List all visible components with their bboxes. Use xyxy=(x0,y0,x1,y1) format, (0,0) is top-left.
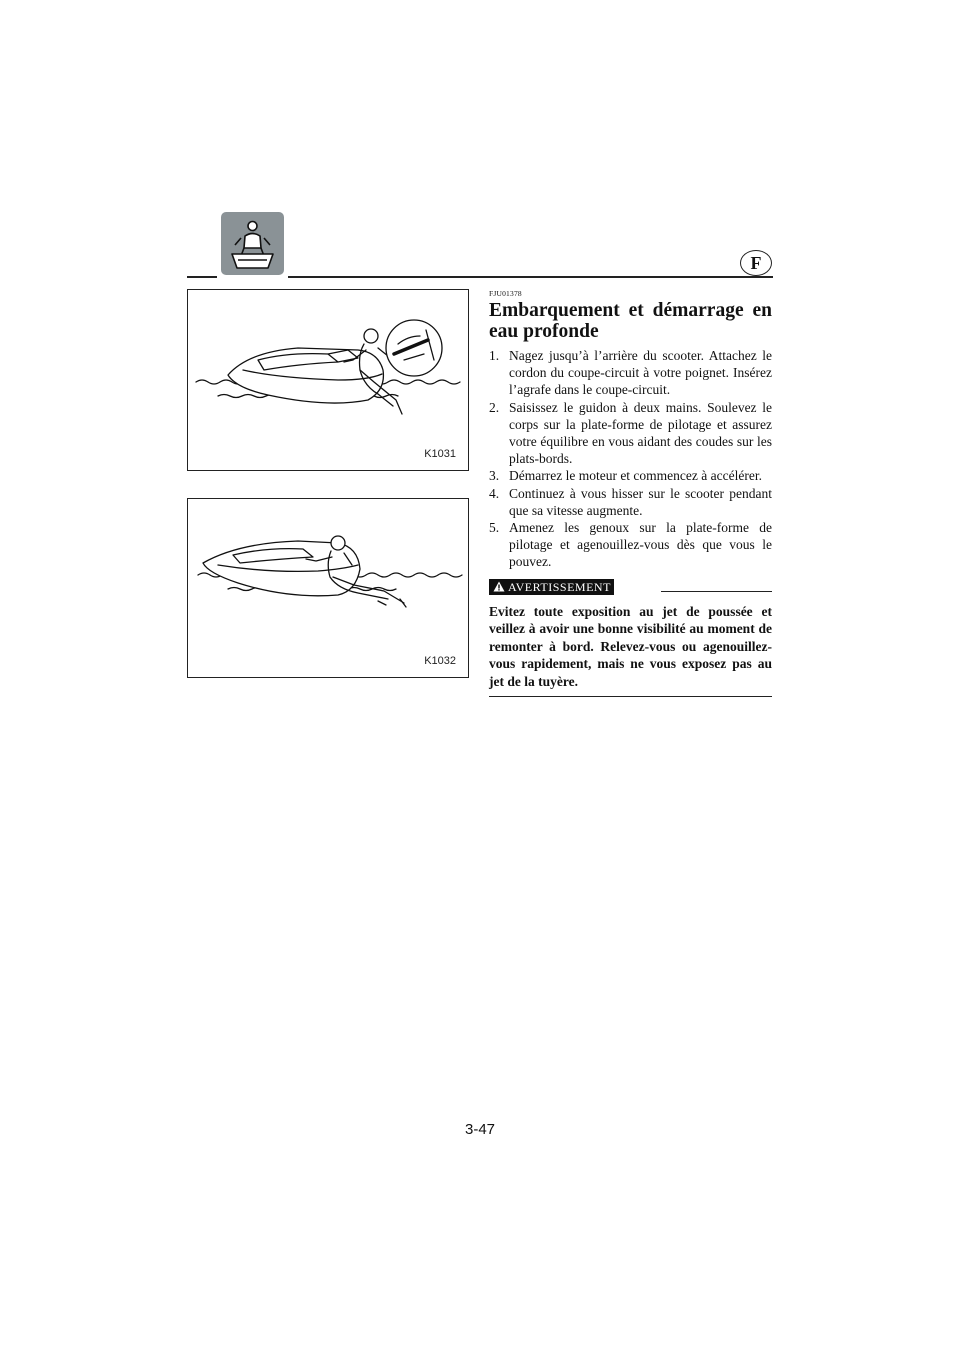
header-rule-right xyxy=(288,276,773,278)
section-title: Embarquement et démarrage en eau profonde xyxy=(489,300,772,342)
figure-code: K1032 xyxy=(424,655,456,667)
list-item: 5. Amenez les genoux sur la plate-forme de pilotage et agenouillez-vous dès que vous le pouvez. xyxy=(489,520,772,570)
warning-header xyxy=(489,579,772,599)
reference-code: FJU01378 xyxy=(489,289,522,298)
jet-ski-rider-icon xyxy=(221,212,284,275)
figure-k1031 xyxy=(187,289,469,471)
list-item: 1. Nagez jusqu’à l’arrière du scooter. Attachez le cordon du coupe-circuit à votre poignet. Insérez l’agrafe dans le coupe-circuit. xyxy=(489,348,772,398)
rider-climbing-aboard-illustration xyxy=(188,290,468,470)
text-column xyxy=(489,289,772,697)
warning-label: AVERTISSEMENT xyxy=(489,579,614,595)
warning-triangle-icon xyxy=(493,581,505,592)
list-item: 4. Continuez à vous hisser sur le scooter pendant que sa vitesse augmente. xyxy=(489,485,772,518)
warning-text: Evitez toute exposition au jet de poussée et veillez à avoir une bonne visibilité au moment de remonter à bord. Relevez-vous ou agenouillez-vous rapidement, mais ne vous exposez pas au jet de la tuyère. xyxy=(489,603,772,698)
header-rule-left xyxy=(187,276,217,278)
figure-code: K1031 xyxy=(424,448,456,460)
steps-list xyxy=(489,347,772,571)
page-number: 3-47 xyxy=(464,1121,496,1138)
rider-pulling-onto-scooter-illustration xyxy=(188,499,468,677)
language-badge: F xyxy=(740,250,772,276)
chapter-badge xyxy=(221,212,284,275)
list-item: 2. Saisissez le guidon à deux mains. Soulevez le corps sur la plate-forme de pilotage et assurez votre équilibre en vous aidant des coudes sur les plats-bords. xyxy=(489,399,772,467)
list-item: 3. Démarrez le moteur et commencez à accélérer. xyxy=(489,468,762,484)
warning-rule xyxy=(661,591,772,593)
figure-k1032 xyxy=(187,498,469,678)
